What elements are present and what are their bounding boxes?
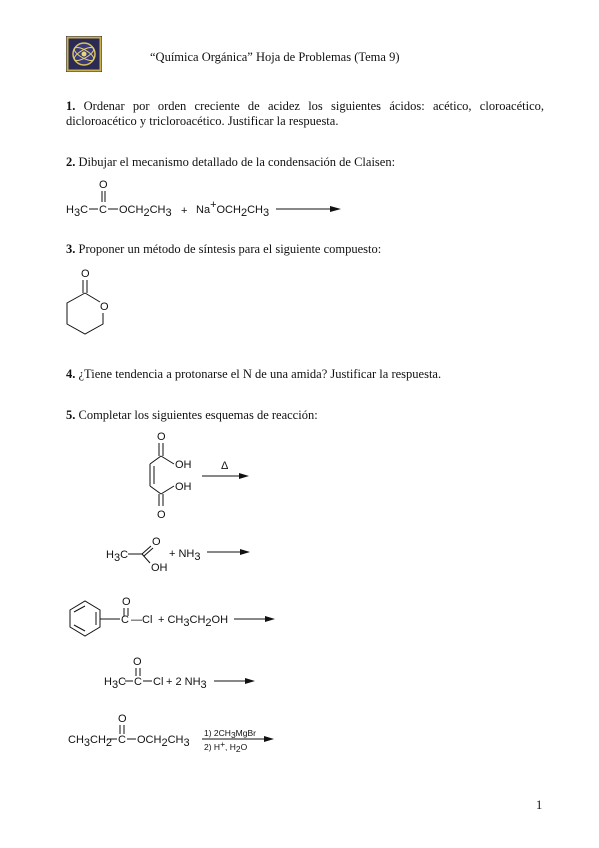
problem-number: 1. <box>66 99 76 113</box>
heat-symbol: Δ <box>221 460 229 472</box>
problem-number: 2. <box>66 155 76 169</box>
svg-text:C: C <box>134 676 142 688</box>
svg-text:OH: OH <box>151 562 168 574</box>
svg-text:Cl: Cl <box>153 676 164 688</box>
problem-text: ¿Tiene tendencia a protonarse el N de una amida? Justificar la respuesta. <box>78 367 442 381</box>
plus-sign: + <box>181 205 188 217</box>
problem-text: Dibujar el mecanismo detallado de la condensación de Claisen: <box>78 155 396 169</box>
acetyl-chloride-formula: H3C <box>104 676 127 691</box>
ethanol-reagent: + CH3CH2OH <box>158 614 229 629</box>
problem-text: Ordenar por orden creciente de acidez los siguientes ácidos: acético, cloroacético, <box>83 99 544 113</box>
reaction-acetyl-chloride <box>98 653 268 693</box>
problem-text-continued: dicloroacético y tricloroacético. Justificar la respuesta. <box>66 114 339 128</box>
ester-formula: H3C <box>66 204 89 219</box>
problem-number: 5. <box>66 408 76 422</box>
svg-text:C: C <box>121 614 129 626</box>
svg-text:OCH2CH3: OCH2CH3 <box>137 734 190 749</box>
carbonyl-oxygen: O <box>81 268 90 280</box>
svg-text:O: O <box>122 596 131 608</box>
problem-2 <box>66 155 395 170</box>
problem-text: Completar los siguientes esquemas de reacción: <box>78 408 318 422</box>
lactone-structure <box>60 266 120 346</box>
svg-text:O: O <box>157 509 166 521</box>
svg-text:O: O <box>118 713 127 725</box>
carbonyl-oxygen: O <box>99 179 108 191</box>
university-seal-logo <box>66 36 102 72</box>
svg-text:OCH2CH3: OCH2CH3 <box>119 204 172 219</box>
step-1-grignard: 1) 2CH3MgBr <box>204 728 256 740</box>
page-number: 1 <box>536 798 543 812</box>
problem-4 <box>66 367 441 382</box>
reaction-maleic-acid <box>130 428 270 524</box>
reaction-acetic-acid <box>100 533 260 577</box>
reaction-ethyl-propanoate <box>62 711 292 757</box>
problem-number: 3. <box>66 242 76 256</box>
ammonia-reagent: + NH3 <box>169 548 201 563</box>
svg-text:C: C <box>99 204 107 216</box>
methyl-group: H3C <box>106 549 129 564</box>
problem-3 <box>66 242 381 257</box>
step-2-hydrolysis: 2) H+, H2O <box>204 739 248 754</box>
svg-text:—Cl: —Cl <box>131 614 153 626</box>
problem-1 <box>66 99 544 129</box>
page-header-title: “Química Orgánica” Hoja de Problemas (Tema 9) <box>150 50 400 64</box>
svg-text:C: C <box>118 734 126 746</box>
sodium-ethoxide: Na+OCH2CH3 <box>196 199 270 219</box>
problem-number: 4. <box>66 367 76 381</box>
problem-5 <box>66 408 318 423</box>
svg-text:OH: OH <box>175 481 192 493</box>
svg-text:O: O <box>133 656 142 668</box>
svg-text:OH: OH <box>175 459 192 471</box>
ammonia-reagent: + 2 NH3 <box>166 676 207 691</box>
reaction-benzoyl-chloride <box>64 594 284 642</box>
ester-formula: CH3CH2 <box>68 734 113 749</box>
problem-text: Proponer un método de síntesis para el siguiente compuesto: <box>78 242 382 256</box>
svg-text:O: O <box>157 431 166 443</box>
claisen-scheme <box>60 176 360 222</box>
svg-text:O: O <box>152 536 161 548</box>
ring-oxygen: O <box>100 301 109 313</box>
